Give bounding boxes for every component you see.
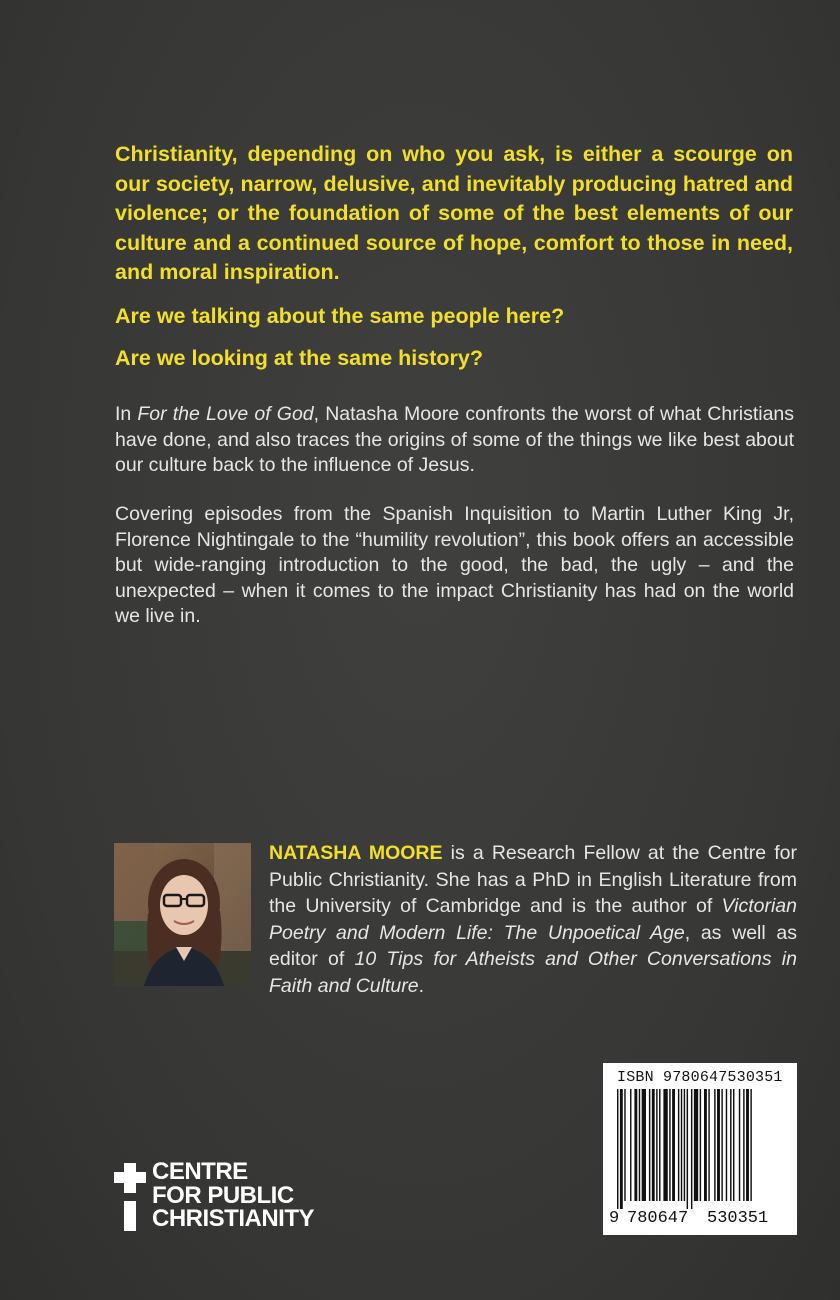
author-bio (269, 840, 797, 999)
barcode-bar (663, 1089, 667, 1201)
barcode-bar (620, 1089, 623, 1209)
barcode-bar (672, 1089, 675, 1201)
barcode-bar (659, 1089, 660, 1201)
author-bio-text-3: . (418, 974, 425, 997)
barcode-bar (681, 1089, 682, 1201)
barcode-bar (687, 1089, 688, 1209)
barcode-bar (708, 1089, 709, 1201)
barcode-bar (704, 1089, 707, 1201)
publisher-line-3: CHRISTIANITY (152, 1205, 314, 1232)
barcode-bar (743, 1089, 744, 1201)
barcode-digits-right: 530351 (707, 1209, 769, 1228)
barcode-digits-left: 780647 (627, 1209, 689, 1228)
isbn-barcode (603, 1063, 797, 1235)
barcode-bar (721, 1089, 722, 1201)
question-same-history: Are we looking at the same history? (115, 346, 483, 370)
blurb-text: Christianity, depending on who you ask, is either a scourge on our society, narrow, delusive, and inevitably producing hatred and violence; or the foundation of some of the best elements of our culture and a continued source of hope, comfort to those in need, and moral inspiration. (115, 142, 793, 284)
barcode-bar (691, 1089, 692, 1209)
barcode-bar (700, 1089, 701, 1201)
barcode-bar (652, 1089, 655, 1201)
author-portrait-image (114, 843, 251, 986)
barcode-bar (739, 1089, 740, 1201)
barcode-bar (649, 1089, 650, 1201)
author-book-1: Victorian Poetry and Modern Life: The Unpoetical Age (269, 895, 797, 944)
description-paragraph-1 (115, 402, 794, 479)
description-p1-suffix: , Natasha Moore confronts the worst of what Christians have done, and also traces the origins of some of the things we like best about our culture back to the influence of Jesus. (115, 403, 795, 476)
barcode-bar (669, 1089, 670, 1201)
barcode-bar (684, 1089, 685, 1201)
barcode-bar (634, 1089, 637, 1201)
question-same-people: Are we talking about the same people here? (115, 304, 565, 328)
barcode-bar (617, 1089, 618, 1209)
barcode-bar (639, 1089, 640, 1201)
barcode-bar (642, 1089, 646, 1201)
barcode-digits (609, 1209, 791, 1231)
description-paragraph-2: Covering episodes from the Spanish Inquisition to Martin Luther King Jr, Florence Nightingale to the “humility revolution”, this book offers an accessible but wide-ranging introduction to the good, the bad, the ugly – and the unexpected – when it comes to the impact Christianity has had on the world we live in. (115, 503, 794, 627)
book-title: For the Love of God (137, 403, 314, 425)
author-book-2: 10 Tips for Atheists and Other Conversations in Faith and Culture (269, 948, 797, 997)
publisher-line-1: CENTRE (152, 1158, 248, 1185)
barcode-bar (733, 1089, 734, 1201)
barcode-bar (624, 1089, 625, 1201)
publisher-line-2: FOR PUBLIC (152, 1181, 294, 1209)
description-p1-prefix: In (115, 403, 138, 425)
isbn-label: ISBN 9780647530351 (617, 1069, 783, 1086)
author-photo (114, 843, 251, 986)
publisher-logo (114, 1160, 374, 1240)
author-bio-text-1: is a Research Fellow at the Centre for Public Christianity. She has a PhD in English Literature from the University of Cambridge and is the author of (269, 842, 797, 917)
barcode-bar (717, 1089, 720, 1201)
barcode-bar (656, 1089, 657, 1201)
author-bio-text-2: , as well as editor of (269, 921, 798, 970)
barcode-bar (714, 1089, 715, 1201)
barcode-bar (746, 1089, 749, 1201)
barcode-bar (750, 1089, 751, 1201)
barcode-bar (726, 1089, 727, 1201)
barcode-bars (611, 1089, 789, 1209)
barcode-bar (694, 1089, 698, 1201)
barcode-digit-first: 9 (609, 1209, 620, 1228)
barcode-bar (678, 1089, 679, 1201)
barcode-bar (730, 1089, 731, 1201)
cross-logo-icon (114, 1163, 146, 1233)
author-name: NATASHA MOORE (269, 842, 443, 864)
barcode-bar (630, 1089, 631, 1201)
publisher-name (152, 1160, 314, 1231)
